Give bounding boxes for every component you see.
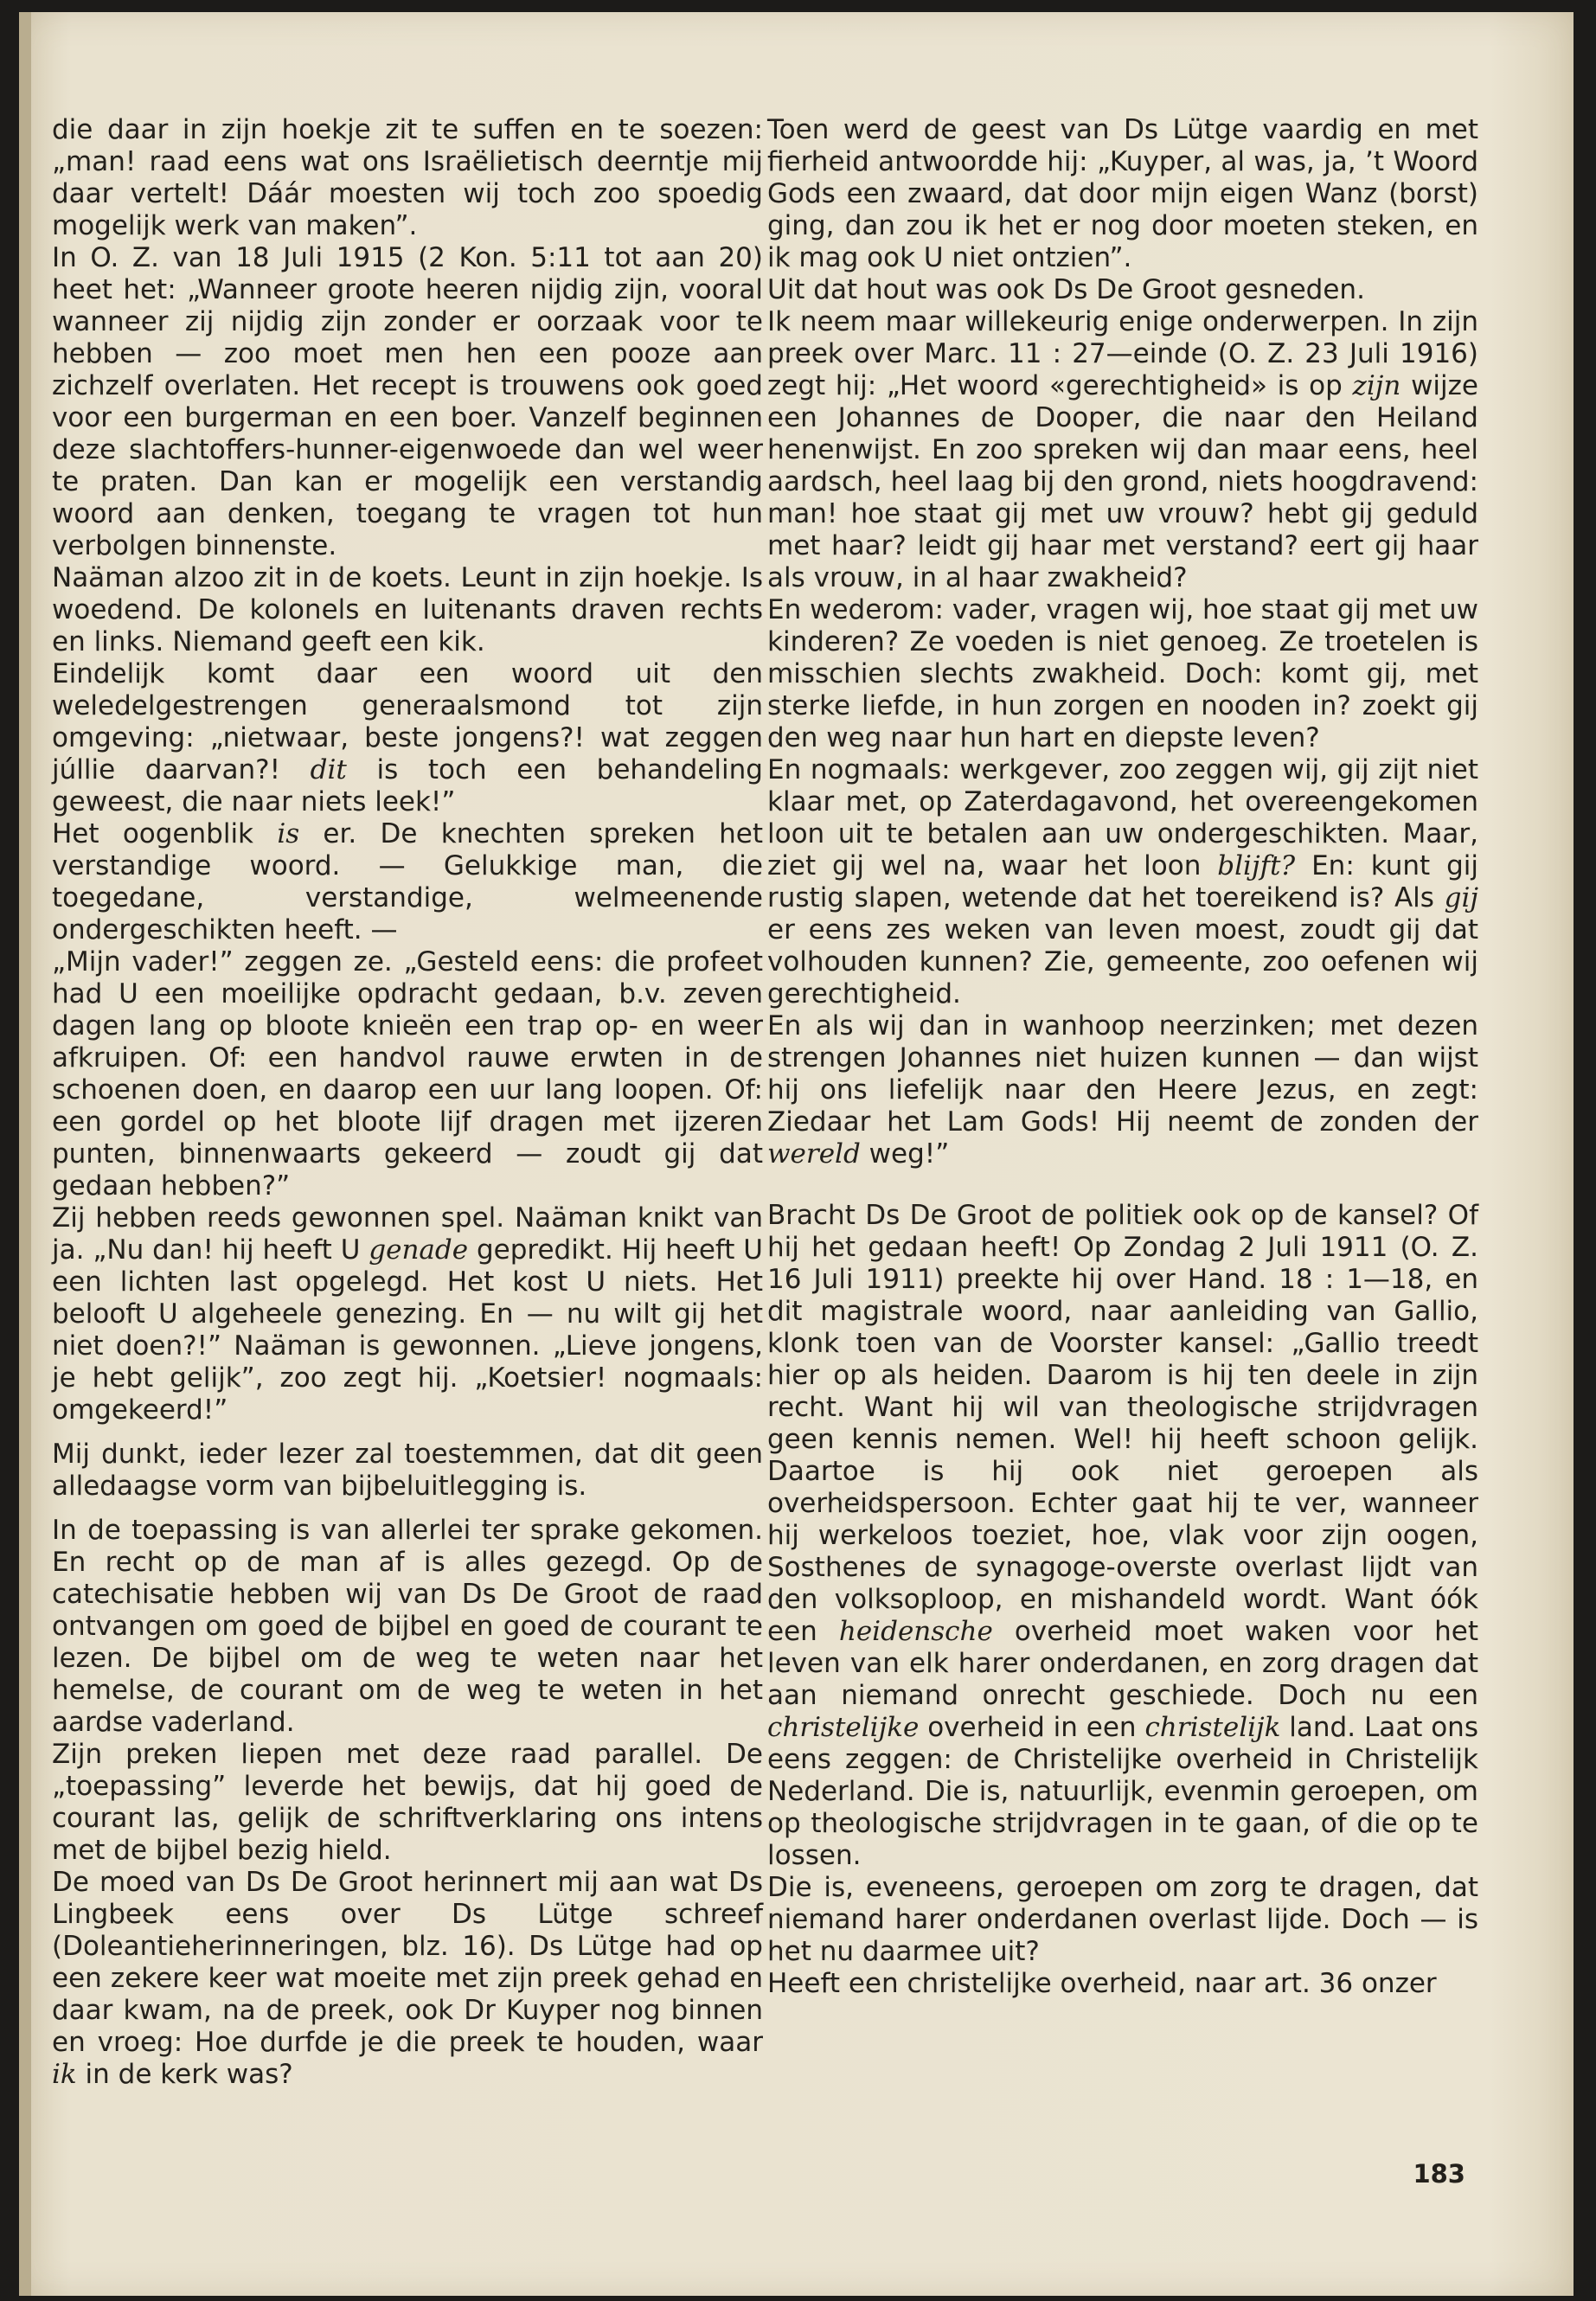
text-run: En nogmaals: werkgever, zoo zeggen wij, gij zijt niet klaar met, op Zaterdagavond, het overeengekomen loon uit te betalen aan uw ondergeschikten. Maar, ziet gij wel na, waar het loon (767, 754, 1478, 881)
text-run: land. Laat ons eens zeggen: de Christelijke overheid in Christelijk Nederland. Die is, natuurlijk, evenmin geroepen, om op theologische strijdvragen in te gaan, of die op te lossen. (767, 1712, 1478, 1871)
paragraph: Heeft een christelijke overheid, naar art. 36 onzer (767, 1968, 1437, 1999)
text-run: gepredikt. Hij heeft U een lichten last opgelegd. Het kost U niets. Het belooft U algeheele genezing. En — nu wilt gij het niet doen?!” Naäman is gewonnen. „Lieve jongens, je hebt gelijk”, zoo zegt hij. „Koetsier! nogmaals: omgekeerd!” (52, 1234, 763, 1426)
paragraph (767, 1010, 1478, 1170)
paragraph: En wederom: vader, vragen wij, hoe staat gij met uw kinderen? Ze voeden is niet genoeg. Ze troetelen is misschien slechts zwakheid. Doch: komt gij, met sterke liefde, in hun zorgen en nooden in? zoekt gij den weg naar hun hart en diepste leven? (767, 594, 1478, 753)
text-run: overheid moet waken voor het leven van elk harer onderdanen, en zorg dragen dat aan niemand onrecht geschiede. Doch nu een (767, 1616, 1478, 1711)
text-run: er eens zes weken van leven moest, zoudt gij dat volhouden kunnen? Zie, gemeente, zoo oefenen wij gerechtigheid. (767, 914, 1478, 1009)
emphasis: dit (310, 754, 347, 785)
page-binding-edge (19, 12, 31, 2296)
right-text-column (767, 114, 1478, 2000)
paragraph (767, 754, 1478, 1010)
paragraph: Die is, eveneens, geroepen om zorg te dragen, dat niemand harer onderdanen overlast lijde. Doch — is het nu daarmee uit? (767, 1872, 1478, 1967)
paragraph: die daar in zijn hoekje zit te suffen en te soezen: „man! raad eens wat ons Israëlietisch deerntje mij daar vertelt! Dáár moesten wij toch zoo spoedig mogelijk werk van maken”. (52, 114, 763, 241)
paragraph: „Mijn vader!” zeggen ze. „Gesteld eens: die profeet had U een moeilijke opdracht gedaan, b.v. zeven dagen lang op bloote knieën een trap op- en weer afkruipen. Of: een handvol rauwe erwten in de schoenen doen, en daarop een uur lang loopen. Of: een gordel op het bloote lijf dragen met ijzeren punten, binnenwaarts gekeerd — zoudt gij dat gedaan hebben?” (52, 946, 763, 1202)
text-run: Het oogenblik (52, 818, 278, 849)
paragraph (767, 1200, 1478, 1872)
emphasis: christelijke (767, 1712, 920, 1743)
paragraph (52, 818, 763, 946)
emphasis: genade (369, 1234, 469, 1266)
paragraph: In O. Z. van 18 Juli 1915 (2 Kon. 5:11 tot aan 20) heet het: „Wanneer groote heeren nijdig zijn, vooral wanneer zij nijdig zijn zonder er oorzaak voor te hebben — zoo moet men hen een pooze aan zichzelf overlaten. Het recept is trouwens ook goed voor een burgerman en een boer. Vanzelf beginnen deze slachtoffers-hunner-eigenwoede dan wel weer te praten. Dan kan er mogelijk een verstandig woord aan denken, toegang te vragen tot hun verbolgen binnenste. (52, 242, 763, 561)
text-run: weg!” (860, 1138, 950, 1170)
text-run: in de kerk was? (76, 2059, 293, 2090)
paragraph (52, 1202, 763, 1426)
emphasis: ik (52, 2059, 77, 2090)
emphasis: zijn (1352, 370, 1401, 401)
text-run: Zij hebben reeds gewonnen spel. Naäman knikt van ja. „Nu dan! hij heeft U (52, 1202, 763, 1266)
text-run: De moed van Ds De Groot herinnert mij aan wat Ds Lingbeek eens over Ds Lütge schreef (Doleantieherinneringen, blz. 16). Ds Lütge had op een zekere keer wat moeite met zijn preek gehad en daar kwam, na de preek, ook Dr Kuyper nog binnen en vroeg: Hoe durfde je die preek te houden, waar (52, 1867, 763, 2058)
text-run: En als wij dan in wanhoop neerzinken; met dezen strengen Johannes niet huizen kunnen — dan wijst hij ons liefelijk naar den Heere Jezus, en zegt: Ziedaar het Lam Gods! Hij neemt de zonden der (767, 1010, 1478, 1138)
paragraph: Zijn preken liepen met deze raad parallel. De „toepassing” leverde het bewijs, dat hij goed de courant las, gelijk de schriftverklaring ons intens met de bijbel bezig hield. (52, 1739, 763, 1866)
left-text-column (52, 114, 763, 2091)
emphasis: blijft? (1217, 850, 1296, 881)
paragraph (767, 306, 1478, 594)
text-run: Eindelijk komt daar een woord uit den weledelgestrengen generaalsmond tot zijn omgeving: „nietwaar, beste jongens?! wat zeggen júllie daarvan?! (52, 658, 763, 785)
paragraph: Uit dat hout was ook Ds De Groot gesneden. (767, 274, 1365, 305)
emphasis: wereld (767, 1138, 861, 1170)
paragraph (52, 658, 763, 818)
text-run: wijze een Johannes de Dooper, die naar den Heiland henenwijst. En zoo spreken wij dan maar eens, heel aardsch, heel laag bij den grond, niets hoogdravend: man! hoe staat gij met uw vrouw? hebt gij geduld met haar? leidt gij haar met verstand? eert gij haar als vrouw, in al haar zwakheid? (767, 370, 1478, 593)
text-run: is toch een behandeling geweest, die naar niets leek!” (52, 754, 763, 817)
text-run: En: kunt gij rustig slapen, wetende dat het toereikend is? Als (767, 850, 1478, 913)
paragraph (52, 1867, 763, 2091)
paragraph: Naäman alzoo zit in de koets. Leunt in zijn hoekje. Is woedend. De kolonels en luitenants draven rechts en links. Niemand geeft een kik. (52, 562, 763, 657)
paragraph: Toen werd de geest van Ds Lütge vaardig en met fierheid antwoordde hij: „Kuyper, al was, ja, ’t Woord Gods een zwaard, dat door mijn eigen Wanz (borst) ging, dan zou ik het er nog door moeten steken, en ik mag ook U niet ontzien”. (767, 114, 1478, 273)
paragraph: In de toepassing is van allerlei ter sprake gekomen. En recht op de man af is alles gezegd. Op de catechisatie hebben wij van Ds De Groot de raad ontvangen om goed de bijbel en goed de courant te lezen. De bijbel om de weg te weten naar het hemelse, de courant om de weg te weten in het aardse vaderland. (52, 1515, 763, 1738)
emphasis: heidensche (838, 1616, 993, 1647)
text-run: Bracht Ds De Groot de politiek ook op de kansel? Of hij het gedaan heeft! Op Zondag 2 Juli 1911 (O. Z. 16 Juli 1911) preekte hij over Hand. 18 : 1—18, en dit magistrale woord, naar aanleiding van Gallio, klonk toen van de Voorster kansel: „Gallio treedt hier op als heiden. Daarom is hij ten deele in zijn recht. Want hij wil van theologische strijdvragen geen kennis nemen. Wel! hij heeft schoon gelijk. Daartoe is hij ook niet geroepen als overheidspersoon. Echter gaat hij te ver, wanneer hij werkeloos toeziet, hoe, vlak voor zijn oogen, Sosthenes de synagoge-overste overlast lijdt van den volksoploop, en mishandeld wordt. Want óók een (767, 1200, 1478, 1647)
text-run: er. De knechten spreken het verstandige woord. — Gelukkige man, die toegedane, verstandige, welmeenende ondergeschikten heeft. — (52, 818, 763, 945)
page-number: 183 (1413, 2159, 1465, 2189)
emphasis: gij (1444, 882, 1478, 913)
emphasis: is (277, 818, 300, 849)
emphasis: christelijk (1144, 1712, 1281, 1743)
text-run: Ik neem maar willekeurig enige onderwerpen. In zijn preek over Marc. 11 : 27—einde (O. Z. 23 Juli 1916) zegt hij: „Het woord «gerechtigheid» is op (767, 306, 1478, 401)
text-run: overheid in een (919, 1712, 1145, 1743)
paragraph: Mij dunkt, ieder lezer zal toestemmen, dat dit geen alledaagse vorm van bijbeluitlegging is. (52, 1439, 763, 1502)
